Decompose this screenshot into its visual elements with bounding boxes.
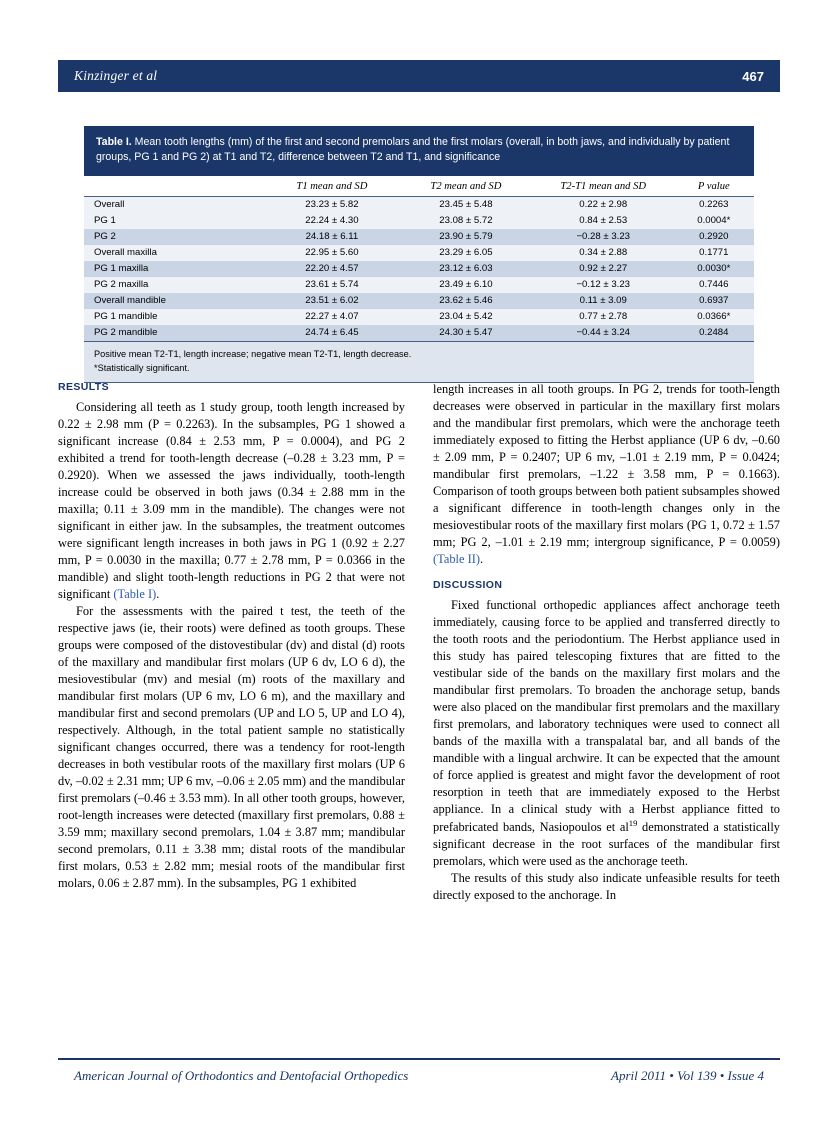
table-col-4: P value <box>674 176 754 197</box>
paragraph-discussion-1 <box>433 597 780 870</box>
table-cell: 23.90 ± 5.79 <box>399 229 533 245</box>
table-cell: 23.08 ± 5.72 <box>399 213 533 229</box>
table-col-3: T2-T1 mean and SD <box>533 176 674 197</box>
table-col-1: T1 mean and SD <box>265 176 399 197</box>
table-row <box>84 277 754 293</box>
table-2-crossref[interactable]: (Table II) <box>433 551 480 566</box>
table-cell: 0.6937 <box>674 293 754 309</box>
table-cell: 22.24 ± 4.30 <box>265 213 399 229</box>
table-cell: 23.45 ± 5.48 <box>399 196 533 213</box>
table-cell: −0.12 ± 3.23 <box>533 277 674 293</box>
table-cell: 0.92 ± 2.27 <box>533 261 674 277</box>
paragraph-text-end: . <box>479 551 484 566</box>
table-footnote-2: *Statistically significant. <box>94 362 190 373</box>
citation-ref-19[interactable]: 19 <box>628 817 638 828</box>
table-row <box>84 325 754 342</box>
table-cell: 0.2920 <box>674 229 754 245</box>
table-cell: 0.22 ± 2.98 <box>533 196 674 213</box>
paragraph-discussion-2: The results of this study also indicate unfeasible results for teeth directly exposed to the anchorage. In <box>433 870 780 902</box>
table-footnote-1: Positive mean T2-T1, length increase; negative mean T2-T1, length decrease. <box>94 348 412 359</box>
table-row <box>84 293 754 309</box>
table-cell: 0.1771 <box>674 245 754 261</box>
table-cell: 23.51 ± 6.02 <box>265 293 399 309</box>
table-col-2: T2 mean and SD <box>399 176 533 197</box>
running-head-authors: Kinzinger et al <box>74 68 158 83</box>
table-cell: PG 1 mandible <box>84 309 265 325</box>
paragraph-text: Fixed functional orthopedic appliances affect anchorage teeth immediately, causing force to be applied and transferred directly to the tooth roots and the periodontium. The Herbst appliance used in this study has paired telescoping fixtures that are fitted to the vestibular side of the bands on the maxillary first molars and the mandibular first premolars. To broaden the anchorage setup, bands were also placed on the mandibular first premolars and the maxillary first premolars, and laboratory techniques were used to connect all bands of the maxilla with a transpalatal bar, and all bands of the mandible with a lingual archwire. It can be expected that the amount of force applied is greatest and might favor the development of root resorption in teeth that are immediately exposed to the Herbst appliance. In a clinical study with a Herbst appliance fitted to prefabricated bands, Nasiopoulos et al <box>433 597 780 834</box>
footer-journal-title: American Journal of Orthodontics and Dentofacial Orthopedics <box>74 1068 409 1083</box>
table-cell: 0.7446 <box>674 277 754 293</box>
table-cell: 0.11 ± 3.09 <box>533 293 674 309</box>
paragraph-text: Considering all teeth as 1 study group, tooth length increased by 0.22 ± 2.98 mm (P = 0.2263). In the subsamples, PG 1 showed a significant increase (0.84 ± 2.53 mm, P = 0.0004), and PG 2 exhibited a trend for tooth-length decrease (–0.28 ± 3.23 mm, P = 0.2920). When we assessed the jaws individually, tooth-length increase could be observed in both jaws (0.34 ± 2.88 mm in the maxilla; 0.11 ± 3.09 mm in the mandible). The changes were not significant in either jaw. In the subsamples, the treatment outcomes were significant length increases in both jaws in PG 1 (0.92 ± 2.27 mm, P = 0.0030 in the maxilla; 0.77 ± 2.78 mm, P = 0.0366 in the mandible) and slight tooth-length reductions in PG 2 that were not significant <box>58 400 405 601</box>
table-cell: 24.18 ± 6.11 <box>265 229 399 245</box>
table-row <box>84 213 754 229</box>
table-cell: −0.28 ± 3.23 <box>533 229 674 245</box>
table-cell: PG 1 <box>84 213 265 229</box>
footer-issue: April 2011 • Vol 139 • Issue 4 <box>611 1068 764 1083</box>
table-cell: Overall maxilla <box>84 245 265 261</box>
table-row <box>84 196 754 213</box>
section-heading-discussion: DISCUSSION <box>433 578 503 591</box>
table-row <box>84 245 754 261</box>
table-1 <box>84 126 754 383</box>
page-number: 467 <box>742 68 764 84</box>
table-caption <box>84 126 754 176</box>
table-cell: 0.0030* <box>674 261 754 277</box>
paragraph-results-1 <box>58 399 405 603</box>
table-header-row <box>84 176 754 197</box>
table-cell: 22.27 ± 4.07 <box>265 309 399 325</box>
table-cell: 0.0004* <box>674 213 754 229</box>
table-cell: 23.49 ± 6.10 <box>399 277 533 293</box>
table-cell: PG 2 mandible <box>84 325 265 342</box>
page-footer <box>58 1068 780 1084</box>
table-cell: 24.74 ± 6.45 <box>265 325 399 342</box>
running-head-bar <box>58 60 780 92</box>
table-cell: 0.84 ± 2.53 <box>533 213 674 229</box>
table-row <box>84 309 754 325</box>
section-heading-results: RESULTS <box>58 381 110 393</box>
table-cell: PG 1 maxilla <box>84 261 265 277</box>
table-1-crossref[interactable]: (Table I) <box>113 586 157 601</box>
column-right <box>433 381 780 904</box>
table-cell: 22.95 ± 5.60 <box>265 245 399 261</box>
table-cell: Overall <box>84 196 265 213</box>
table-cell: 23.62 ± 5.46 <box>399 293 533 309</box>
paragraph-results-continuation <box>433 381 780 568</box>
table-data <box>84 176 754 342</box>
table-cell: 0.34 ± 2.88 <box>533 245 674 261</box>
table-body <box>84 196 754 341</box>
table-col-0 <box>84 176 265 197</box>
paragraph-text: length increases in all tooth groups. In PG 2, trends for tooth-length decreases were observed in particular in the maxillary first molars and the mandibular first premolars, which were the anchorage teeth immediately exposed to fitting the Herbst appliance (UP 6 dv, –0.60 ± 2.09 mm, P = 0.2407; UP 6 mv, –1.01 ± 2.19 mm, P = 0.0424; mandibular first premolars, –1.22 ± 3.58 mm, P = 0.1663). Comparison of tooth groups between both patient subsamples showed a significant difference in tooth-length changes only in the mesiovestibular roots of the maxillary first molars (PG 1, 0.72 ± 1.57 mm; PG 2, –1.01 ± 2.19 mm; intergroup significance, P = 0.0059) <box>433 382 780 549</box>
table-cell: 0.77 ± 2.78 <box>533 309 674 325</box>
table-cell: 23.23 ± 5.82 <box>265 196 399 213</box>
table-cell: 24.30 ± 5.47 <box>399 325 533 342</box>
table-cell: Overall mandible <box>84 293 265 309</box>
paragraph-text-cont: demonstrated a statistically significant decrease in the root surfaces of the mandibular first premolars, which were used as the anchorage teeth. <box>433 819 780 868</box>
table-cell: 23.61 ± 5.74 <box>265 277 399 293</box>
table-cell: 0.2484 <box>674 325 754 342</box>
table-head <box>84 176 754 197</box>
column-left <box>58 381 405 904</box>
table-cell: 23.04 ± 5.42 <box>399 309 533 325</box>
table-caption-text: Mean tooth lengths (mm) of the first and second premolars and the first molars (overall, in both jaws, and individually by patient groups, PG 1 and PG 2) at T1 and T2, difference between T2 and T1, and significance <box>96 136 730 164</box>
table-row <box>84 229 754 245</box>
footer-divider <box>58 1058 780 1060</box>
body-columns <box>58 381 780 904</box>
table-cell: 0.2263 <box>674 196 754 213</box>
table-cell: PG 2 maxilla <box>84 277 265 293</box>
table-cell: −0.44 ± 3.24 <box>533 325 674 342</box>
paragraph-results-2: For the assessments with the paired t test, the teeth of the respective jaws (ie, their roots) were defined as tooth groups. These groups were composed of the distovestibular (dv) and distal (d) roots of the maxillary and mandibular first molars (UP 6 dv, LO 6 d), the mesiovestibular (mv) and mesial (m) roots of the maxillary and mandibular first molars (UP 6 mv, LO 6 m), and the maxillary and mandibular first and second premolars (UP and LO 5, UP and LO 4), respectively. Although, in the total patient sample no statistically significant changes occurred, there was a tendency for root-length decreases in both vestibular roots of the maxillary first molars (UP 6 dv, –0.02 ± 2.31 mm; UP 6 mv, –0.06 ± 2.05 mm) and the mandibular first premolars (–0.46 ± 3.53 mm). In all other tooth groups, however, root-length increases were detected (maxillary first premolars, 0.88 ± 3.59 mm; maxillary second premolars, 1.04 ± 3.87 mm; mandibular second premolars, 0.11 ± 3.38 mm; distal roots of the mandibular first molars, 0.53 ± 2.82 mm; mesial roots of the mandibular first molars, 0.06 ± 2.87 mm). In the subsamples, PG 1 exhibited <box>58 603 405 890</box>
table-cell: 23.29 ± 6.05 <box>399 245 533 261</box>
table-cell: PG 2 <box>84 229 265 245</box>
table-cell: 23.12 ± 6.03 <box>399 261 533 277</box>
paragraph-text-end: . <box>156 586 160 601</box>
table-footnotes <box>84 342 754 384</box>
table-row <box>84 261 754 277</box>
table-cell: 0.0366* <box>674 309 754 325</box>
table-caption-label: Table I. <box>96 136 132 148</box>
table-cell: 22.20 ± 4.57 <box>265 261 399 277</box>
